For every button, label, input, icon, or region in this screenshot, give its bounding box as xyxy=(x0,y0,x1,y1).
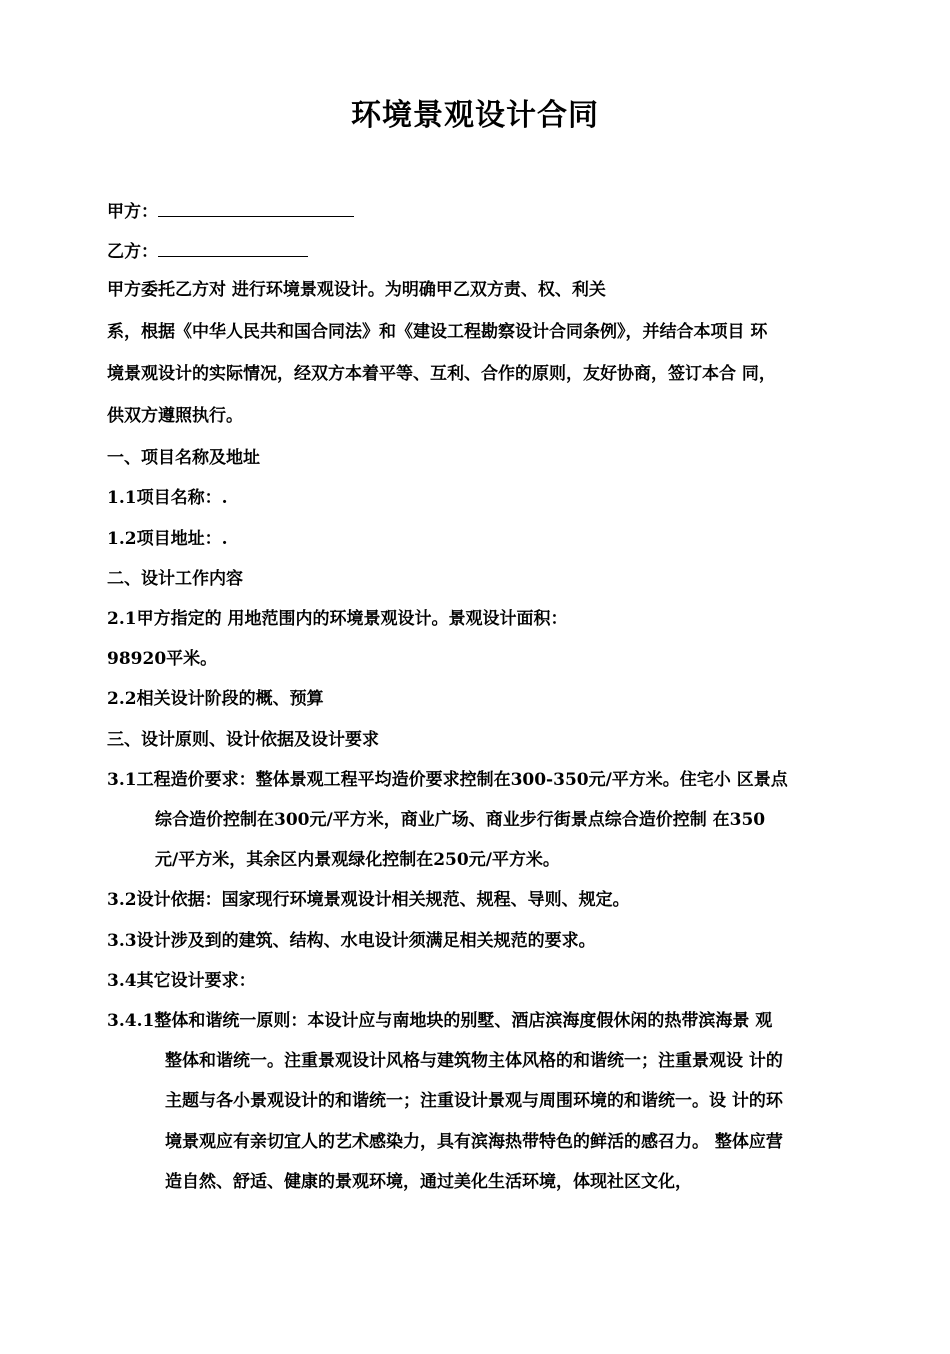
clause-3-1-cont-2: 元/平方米，其余区内景观绿化控制在250元/平方米。 xyxy=(155,850,560,870)
section-heading-3: 三、设计原则、设计依据及设计要求 xyxy=(107,730,379,750)
clause-3-4-1-cont-4: 造自然、舒适、健康的景观环境，通过美化生活环境，体现社区文化， xyxy=(165,1172,692,1192)
clause-3-1: 3.1工程造价要求：整体景观工程平均造价要求控制在300-350元/平方米。住宅小 区景点 xyxy=(107,770,788,790)
intro-line-4: 供双方遵照执行。 xyxy=(107,406,243,426)
clause-3-4: 3.4其它设计要求： xyxy=(107,971,256,991)
clause-2-1: 2.1甲方指定的 用地范围内的环境景观设计。景观设计面积： xyxy=(107,609,568,629)
clause-3-4-1-cont-1: 整体和谐统一。注重景观设计风格与建筑物主体风格的和谐统一；注重景观设 计的 xyxy=(165,1051,783,1071)
party-b-line xyxy=(107,238,308,264)
section-heading-2: 二、设计工作内容 xyxy=(107,569,243,589)
section-heading-1: 一、项目名称及地址 xyxy=(107,448,260,468)
party-a-blank xyxy=(158,198,354,217)
clause-1-2: 1.2项目地址：. xyxy=(107,529,228,549)
document-title: 环境景观设计合同 xyxy=(351,98,599,133)
intro-line-3: 境景观设计的实际情况，经双方本着平等、互利、合作的原则，友好协商，签订本合 同， xyxy=(107,364,776,384)
party-a-line xyxy=(107,198,354,224)
clause-3-4-1-cont-3: 境景观应有亲切宜人的艺术感染力，具有滨海热带特色的鲜活的感召力。 整体应营 xyxy=(165,1132,783,1152)
clause-3-1-cont-1: 综合造价控制在300元/平方米，商业广场、商业步行街景点综合造价控制 在350 xyxy=(155,810,766,830)
intro-line-1: 甲方委托乙方对 进行环境景观设计。为明确甲乙双方责、权、利关 xyxy=(107,280,606,300)
clause-3-4-1-cont-2: 主题与各小景观设计的和谐统一；注重设计景观与周围环境的和谐统一。设 计的环 xyxy=(165,1091,783,1111)
intro-line-2: 系，根据《中华人民共和国合同法》和《建设工程勘察设计合同条例》，并结合本项目 环 xyxy=(107,322,768,342)
clause-3-4-1: 3.4.1整体和谐统一原则：本设计应与南地块的别墅、酒店滨海度假休闲的热带滨海景 观 xyxy=(107,1011,773,1031)
clause-3-3: 3.3设计涉及到的建筑、结构、水电设计须满足相关规范的要求。 xyxy=(107,931,596,951)
clause-2-2: 2.2相关设计阶段的概、预算 xyxy=(107,689,324,709)
clause-3-2: 3.2设计依据：国家现行环境景观设计相关规范、规程、导则、规定。 xyxy=(107,890,630,910)
clause-1-1: 1.1项目名称：. xyxy=(107,488,228,508)
party-b-blank xyxy=(158,238,308,257)
party-a-label: 甲方： xyxy=(107,202,158,222)
party-b-label: 乙方： xyxy=(107,242,158,262)
clause-2-1-cont: 98920平米。 xyxy=(107,649,218,669)
